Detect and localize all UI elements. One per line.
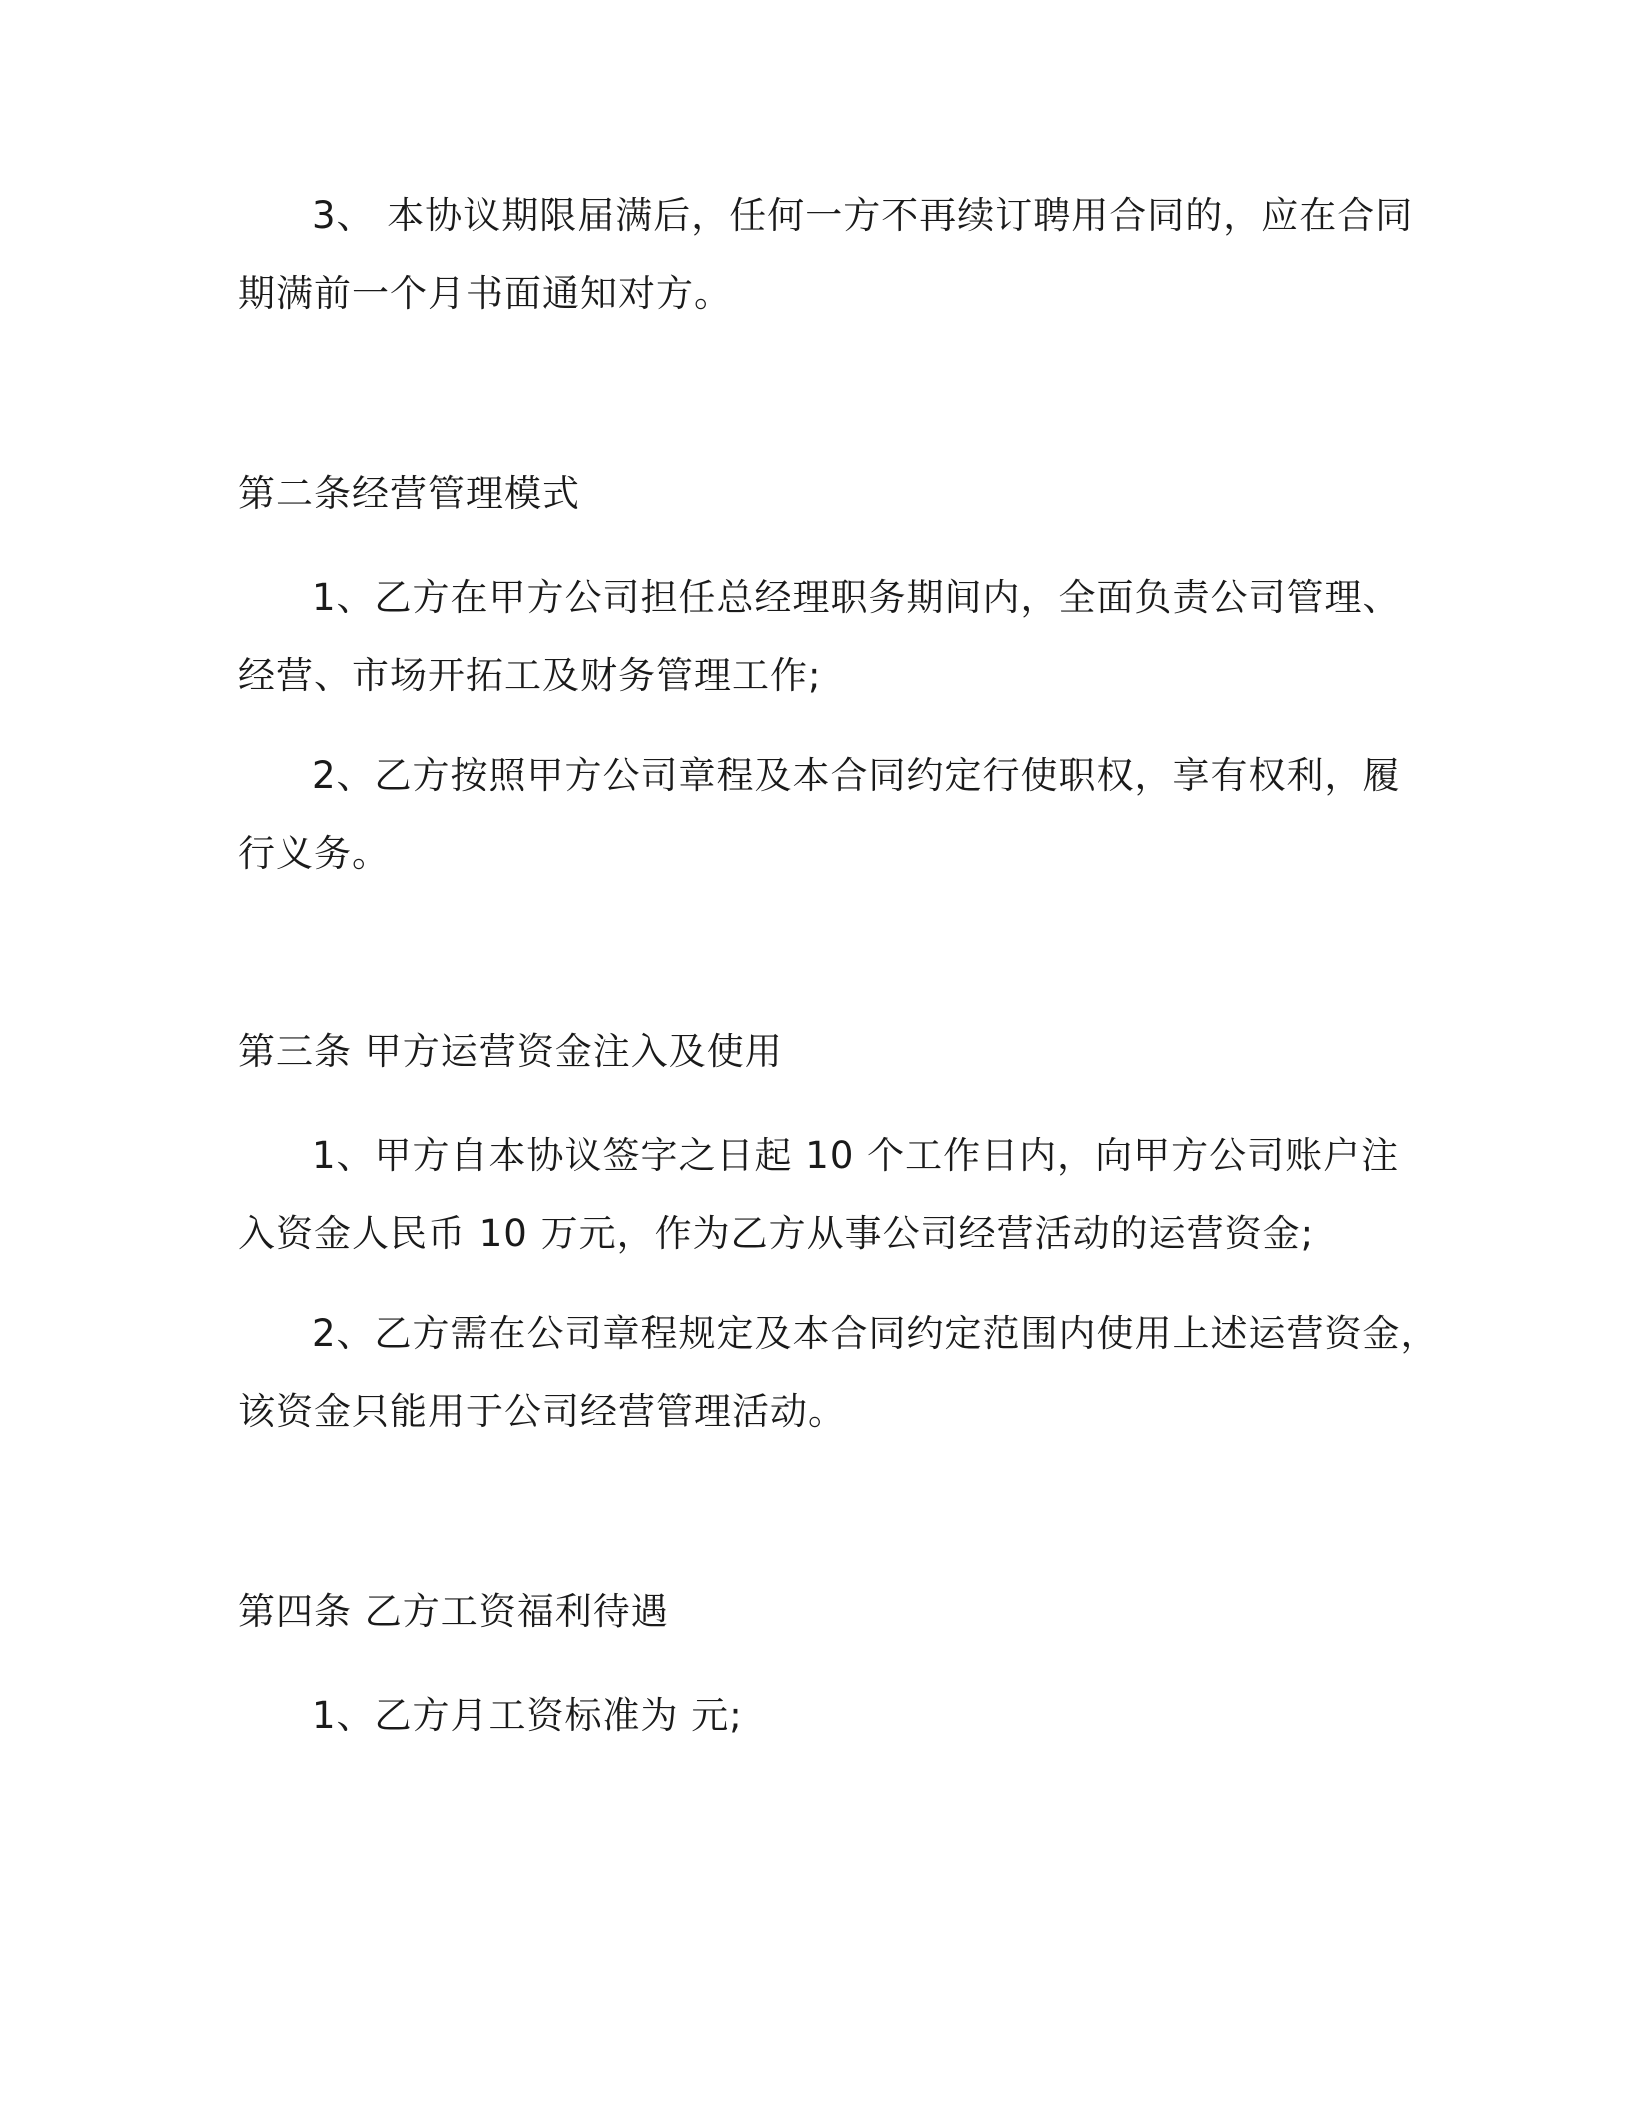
article-2-heading: 第二条经营管理模式 bbox=[238, 472, 580, 515]
article-2-item-2-line-1: 2、乙方按照甲方公司章程及本合同约定行使职权，享有权利，履 bbox=[312, 754, 1401, 797]
article-2-item-1-line-1: 1、乙方在甲方公司担任总经理职务期间内，全面负责公司管理、 bbox=[312, 576, 1401, 619]
article-3-item-1-line-2: 入资金人民币 10 万元，作为乙方从事公司经营活动的运营资金; bbox=[238, 1212, 1315, 1255]
article-4-item-1-line-1: 1、乙方月工资标准为 元; bbox=[312, 1694, 743, 1737]
clause-item-3-line-1: 3、 本协议期限届满后，任何一方不再续订聘用合同的，应在合同 bbox=[312, 194, 1414, 237]
article-4-heading: 第四条 乙方工资福利待遇 bbox=[238, 1590, 669, 1633]
article-3-heading: 第三条 甲方运营资金注入及使用 bbox=[238, 1030, 783, 1073]
article-3-item-2-line-2: 该资金只能用于公司经营管理活动。 bbox=[238, 1390, 846, 1433]
article-3-item-1-line-1: 1、甲方自本协议签字之日起 10 个工作日内，向甲方公司账户注 bbox=[312, 1134, 1400, 1177]
clause-item-3-line-2: 期满前一个月书面通知对方。 bbox=[238, 272, 732, 315]
article-3-item-2-line-1: 2、乙方需在公司章程规定及本合同约定范围内使用上述运营资金， bbox=[312, 1312, 1439, 1355]
article-2-item-2-line-2: 行义务。 bbox=[238, 832, 390, 875]
article-2-item-1-line-2: 经营、市场开拓工及财务管理工作; bbox=[238, 654, 822, 697]
